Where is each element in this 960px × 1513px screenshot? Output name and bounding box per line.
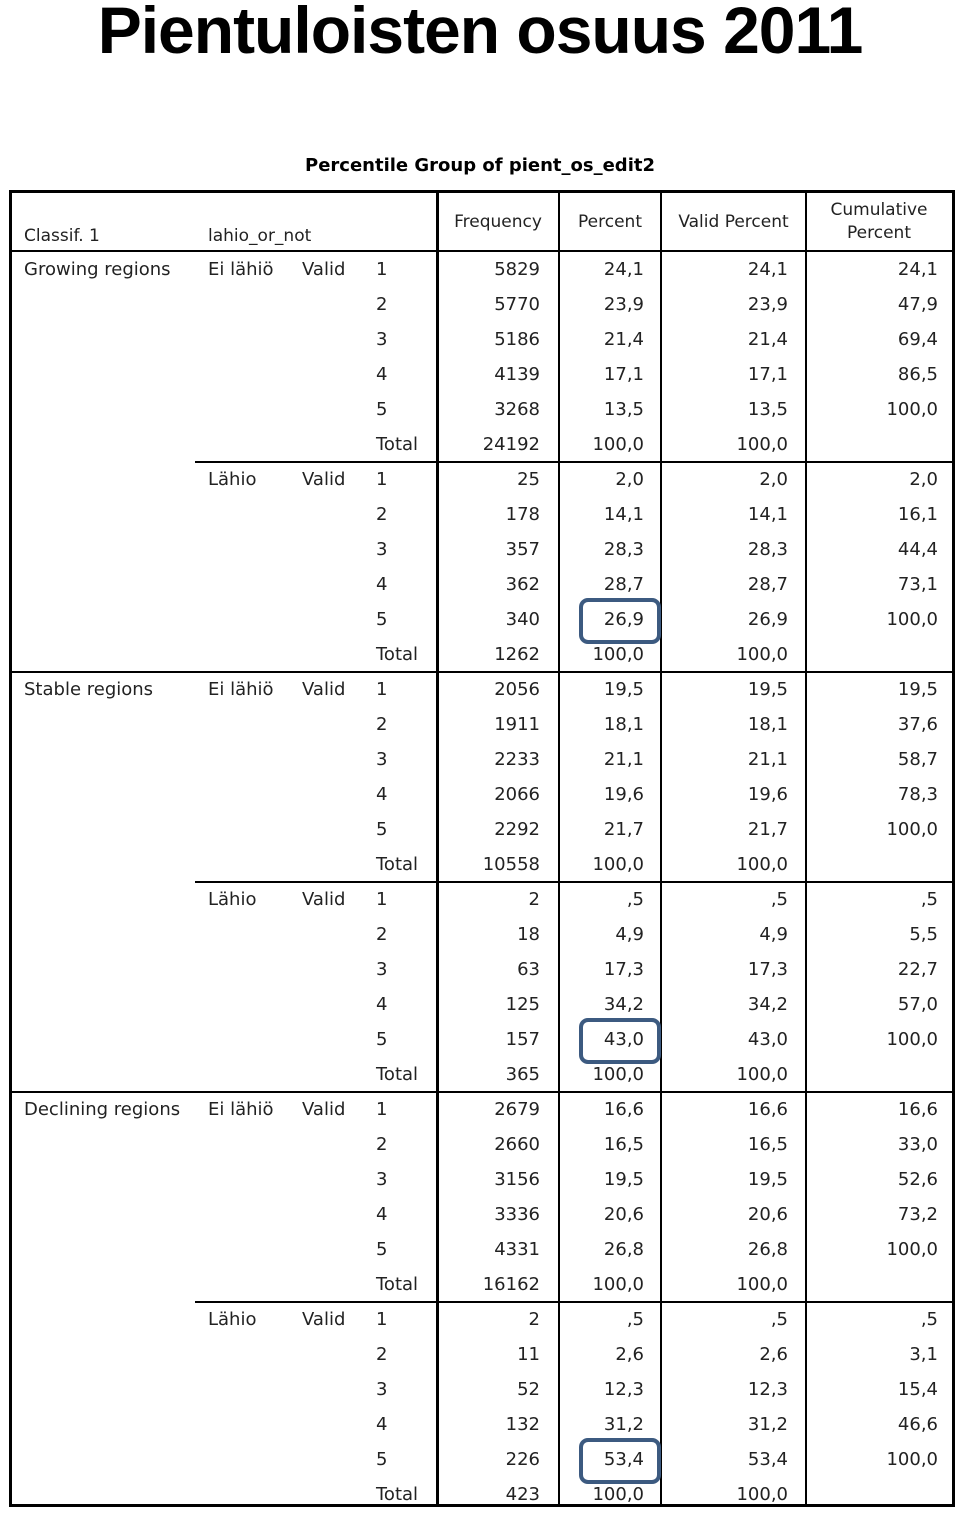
frequency-cell: 4331 — [494, 1239, 540, 1260]
row-label: 3 — [376, 1169, 388, 1190]
cumulative-percent-cell: 3,1 — [909, 1344, 938, 1365]
percent-cell: 17,3 — [603, 959, 644, 980]
group-separator — [195, 881, 952, 883]
valid-percent-cell: 21,4 — [747, 329, 788, 350]
valid-percent-cell: 100,0 — [736, 1274, 788, 1295]
row-label: 1 — [376, 1099, 388, 1120]
cumulative-percent-cell: 100,0 — [886, 1239, 938, 1260]
percent-cell: 4,9 — [615, 924, 644, 945]
valid-percent-cell: 14,1 — [747, 504, 788, 525]
row-label: 4 — [376, 1204, 388, 1225]
group-separator — [12, 1091, 952, 1093]
row-label: Total — [376, 1064, 419, 1085]
frequency-cell: 365 — [505, 1064, 540, 1085]
lahio-label: Ei lähiö — [208, 1099, 274, 1120]
header-percent: Percent — [578, 211, 642, 232]
row-label: Total — [376, 1274, 419, 1295]
lahio-label: Lähio — [208, 889, 257, 910]
cumulative-percent-cell: 15,4 — [897, 1379, 938, 1400]
percent-cell: ,5 — [626, 1309, 644, 1330]
page-title: Pientuloisten osuus 2011 — [97, 0, 863, 67]
cumulative-percent-cell: 100,0 — [886, 1029, 938, 1050]
cumulative-percent-cell: 19,5 — [897, 679, 938, 700]
percent-cell: 28,3 — [603, 539, 644, 560]
lahio-label: Lähio — [208, 1309, 257, 1330]
percent-cell: 2,6 — [615, 1344, 644, 1365]
table-header-row — [12, 193, 952, 250]
frequency-cell: 362 — [505, 574, 540, 595]
cumulative-percent-cell: 47,9 — [897, 294, 938, 315]
valid-percent-cell: 28,7 — [747, 574, 788, 595]
percent-cell: 21,1 — [603, 749, 644, 770]
valid-percent-cell: 18,1 — [747, 714, 788, 735]
cumulative-percent-cell: 24,1 — [897, 259, 938, 280]
cumulative-percent-cell: 44,4 — [897, 539, 938, 560]
cumulative-percent-cell — [842, 427, 938, 462]
divider-labels — [436, 193, 439, 1504]
valid-label: Valid — [302, 1309, 346, 1330]
cumulative-percent-cell: 22,7 — [897, 959, 938, 980]
percent-cell: 53,4 — [603, 1449, 644, 1470]
row-label: 2 — [376, 294, 388, 315]
frequency-table — [9, 190, 955, 1507]
frequency-cell: 2 — [528, 1309, 540, 1330]
row-label: Total — [376, 1484, 419, 1505]
row-label: 2 — [376, 504, 388, 525]
region-label: Growing regions — [24, 259, 171, 280]
row-label: 4 — [376, 994, 388, 1015]
row-label: 1 — [376, 679, 388, 700]
cumulative-percent-cell: 37,6 — [897, 714, 938, 735]
cumulative-percent-cell: 100,0 — [886, 1449, 938, 1470]
cumulative-percent-cell: 100,0 — [886, 609, 938, 630]
row-label: 5 — [376, 819, 388, 840]
cumulative-percent-cell — [842, 847, 938, 882]
frequency-cell: 3156 — [494, 1169, 540, 1190]
frequency-cell: 357 — [505, 539, 540, 560]
percent-cell: 28,7 — [603, 574, 644, 595]
valid-percent-cell: 16,5 — [747, 1134, 788, 1155]
frequency-cell: 2066 — [494, 784, 540, 805]
frequency-cell: 4139 — [494, 364, 540, 385]
percent-cell: 24,1 — [603, 259, 644, 280]
cumulative-percent-cell: 2,0 — [909, 469, 938, 490]
frequency-cell: 340 — [505, 609, 540, 630]
valid-percent-cell: 24,1 — [747, 259, 788, 280]
percent-cell: 19,6 — [603, 784, 644, 805]
valid-percent-cell: 43,0 — [747, 1029, 788, 1050]
divider-percent — [660, 193, 662, 1504]
row-label: 5 — [376, 1449, 388, 1470]
valid-percent-cell: 4,9 — [759, 924, 788, 945]
cumulative-percent-cell: 5,5 — [909, 924, 938, 945]
frequency-cell: 16162 — [482, 1274, 540, 1295]
frequency-cell: 5770 — [494, 294, 540, 315]
frequency-cell: 5829 — [494, 259, 540, 280]
valid-label: Valid — [302, 1099, 346, 1120]
percent-cell: ,5 — [626, 889, 644, 910]
percent-cell: 43,0 — [603, 1029, 644, 1050]
cumulative-percent-cell — [842, 1057, 938, 1092]
row-label: Total — [376, 854, 419, 875]
valid-percent-cell: 100,0 — [736, 434, 788, 455]
valid-percent-cell: 19,5 — [747, 679, 788, 700]
percent-cell: 20,6 — [603, 1204, 644, 1225]
frequency-cell: 178 — [505, 504, 540, 525]
lahio-label: Lähio — [208, 469, 257, 490]
row-label: 5 — [376, 609, 388, 630]
valid-percent-cell: 23,9 — [747, 294, 788, 315]
valid-percent-cell: ,5 — [770, 1309, 788, 1330]
valid-percent-cell: 12,3 — [747, 1379, 788, 1400]
frequency-cell: 2 — [528, 889, 540, 910]
frequency-cell: 1262 — [494, 644, 540, 665]
valid-percent-cell: 34,2 — [747, 994, 788, 1015]
valid-percent-cell: ,5 — [770, 889, 788, 910]
valid-percent-cell: 19,6 — [747, 784, 788, 805]
cumulative-percent-cell: 33,0 — [897, 1134, 938, 1155]
group-separator — [12, 671, 952, 673]
cumulative-percent-cell: 46,6 — [897, 1414, 938, 1435]
row-label: 3 — [376, 539, 388, 560]
cumulative-percent-cell — [842, 1267, 938, 1302]
row-label: 1 — [376, 259, 388, 280]
row-label: 5 — [376, 1029, 388, 1050]
percent-cell: 18,1 — [603, 714, 644, 735]
lahio-label: Ei lähiö — [208, 679, 274, 700]
table-caption: Percentile Group of pient_os_edit2 — [305, 155, 655, 176]
frequency-cell: 226 — [505, 1449, 540, 1470]
header-lahio: lahio_or_not — [208, 226, 312, 246]
percent-cell: 16,6 — [603, 1099, 644, 1120]
frequency-cell: 3268 — [494, 399, 540, 420]
percent-cell: 17,1 — [603, 364, 644, 385]
row-label: 3 — [376, 329, 388, 350]
frequency-cell: 132 — [505, 1414, 540, 1435]
group-separator — [195, 461, 952, 463]
row-label: 1 — [376, 469, 388, 490]
row-label: 4 — [376, 784, 388, 805]
percent-cell: 100,0 — [592, 434, 644, 455]
percent-cell: 34,2 — [603, 994, 644, 1015]
header-cumulative-line2: Percent — [847, 222, 911, 243]
frequency-cell: 11 — [517, 1344, 540, 1365]
valid-percent-cell: 28,3 — [747, 539, 788, 560]
valid-percent-cell: 53,4 — [747, 1449, 788, 1470]
row-label: 5 — [376, 399, 388, 420]
header-cumulative-percent — [806, 193, 952, 250]
percent-cell: 2,0 — [615, 469, 644, 490]
percent-cell: 100,0 — [592, 644, 644, 665]
valid-percent-cell: 21,1 — [747, 749, 788, 770]
valid-label: Valid — [302, 679, 346, 700]
valid-percent-cell: 100,0 — [736, 854, 788, 875]
frequency-cell: 423 — [505, 1484, 540, 1505]
row-label: 4 — [376, 1414, 388, 1435]
cumulative-percent-cell: 69,4 — [897, 329, 938, 350]
row-label: 1 — [376, 889, 388, 910]
frequency-cell: 2056 — [494, 679, 540, 700]
frequency-cell: 5186 — [494, 329, 540, 350]
cumulative-percent-cell: 58,7 — [897, 749, 938, 770]
percent-cell: 19,5 — [603, 679, 644, 700]
row-label: Total — [376, 644, 419, 665]
row-label: 3 — [376, 959, 388, 980]
cumulative-percent-cell: 57,0 — [897, 994, 938, 1015]
valid-percent-cell: 2,6 — [759, 1344, 788, 1365]
percent-cell: 14,1 — [603, 504, 644, 525]
frequency-cell: 10558 — [482, 854, 540, 875]
row-label: 1 — [376, 1309, 388, 1330]
percent-cell: 100,0 — [592, 1064, 644, 1085]
frequency-cell: 2233 — [494, 749, 540, 770]
valid-percent-cell: 17,1 — [747, 364, 788, 385]
percent-cell: 26,9 — [603, 609, 644, 630]
cumulative-percent-cell — [842, 637, 938, 672]
percent-cell: 19,5 — [603, 1169, 644, 1190]
cumulative-percent-cell: ,5 — [920, 1309, 938, 1330]
frequency-cell: 25 — [517, 469, 540, 490]
row-label: Total — [376, 434, 419, 455]
valid-label: Valid — [302, 259, 346, 280]
cumulative-percent-cell — [842, 1477, 938, 1512]
percent-cell: 23,9 — [603, 294, 644, 315]
cumulative-percent-cell: 16,6 — [897, 1099, 938, 1120]
valid-percent-cell: 100,0 — [736, 1064, 788, 1085]
valid-percent-cell: 17,3 — [747, 959, 788, 980]
frequency-cell: 2660 — [494, 1134, 540, 1155]
valid-label: Valid — [302, 469, 346, 490]
divider-frequency — [558, 193, 560, 1504]
valid-percent-cell: 16,6 — [747, 1099, 788, 1120]
frequency-cell: 63 — [517, 959, 540, 980]
region-label: Stable regions — [24, 679, 154, 700]
valid-percent-cell: 31,2 — [747, 1414, 788, 1435]
row-label: 4 — [376, 574, 388, 595]
frequency-cell: 2292 — [494, 819, 540, 840]
frequency-cell: 2679 — [494, 1099, 540, 1120]
frequency-cell: 125 — [505, 994, 540, 1015]
frequency-cell: 52 — [517, 1379, 540, 1400]
row-label: 4 — [376, 364, 388, 385]
valid-percent-cell: 26,9 — [747, 609, 788, 630]
cumulative-percent-cell: ,5 — [920, 889, 938, 910]
row-label: 2 — [376, 714, 388, 735]
header-classif: Classif. 1 — [24, 226, 100, 246]
divider-valid-percent — [805, 193, 807, 1504]
percent-cell: 12,3 — [603, 1379, 644, 1400]
cumulative-percent-cell: 100,0 — [886, 819, 938, 840]
row-label: 5 — [376, 1239, 388, 1260]
valid-percent-cell: 21,7 — [747, 819, 788, 840]
row-label: 3 — [376, 749, 388, 770]
group-separator — [195, 1301, 952, 1303]
row-label: 2 — [376, 1134, 388, 1155]
cumulative-percent-cell: 52,6 — [897, 1169, 938, 1190]
valid-percent-cell: 100,0 — [736, 644, 788, 665]
frequency-cell: 24192 — [482, 434, 540, 455]
percent-cell: 100,0 — [592, 1274, 644, 1295]
row-label: 3 — [376, 1379, 388, 1400]
header-valid-percent: Valid Percent — [678, 211, 789, 232]
cumulative-percent-cell: 100,0 — [886, 399, 938, 420]
cumulative-percent-cell: 16,1 — [897, 504, 938, 525]
percent-cell: 100,0 — [592, 1484, 644, 1505]
valid-percent-cell: 19,5 — [747, 1169, 788, 1190]
cumulative-percent-cell: 78,3 — [897, 784, 938, 805]
frequency-cell: 18 — [517, 924, 540, 945]
header-cumulative-line1: Cumulative — [830, 199, 928, 220]
frequency-cell: 3336 — [494, 1204, 540, 1225]
valid-percent-cell: 13,5 — [747, 399, 788, 420]
header-frequency: Frequency — [454, 211, 542, 232]
cumulative-percent-cell: 73,1 — [897, 574, 938, 595]
lahio-label: Ei lähiö — [208, 259, 274, 280]
percent-cell: 26,8 — [603, 1239, 644, 1260]
row-label: 2 — [376, 1344, 388, 1365]
valid-percent-cell: 26,8 — [747, 1239, 788, 1260]
frequency-cell: 1911 — [494, 714, 540, 735]
region-label: Declining regions — [24, 1099, 181, 1120]
valid-percent-cell: 2,0 — [759, 469, 788, 490]
valid-percent-cell: 20,6 — [747, 1204, 788, 1225]
percent-cell: 16,5 — [603, 1134, 644, 1155]
cumulative-percent-cell: 73,2 — [897, 1204, 938, 1225]
cumulative-percent-cell: 86,5 — [897, 364, 938, 385]
percent-cell: 21,4 — [603, 329, 644, 350]
valid-label: Valid — [302, 889, 346, 910]
percent-cell: 31,2 — [603, 1414, 644, 1435]
valid-percent-cell: 100,0 — [736, 1484, 788, 1505]
row-label: 2 — [376, 924, 388, 945]
frequency-cell: 157 — [505, 1029, 540, 1050]
percent-cell: 13,5 — [603, 399, 644, 420]
percent-cell: 100,0 — [592, 854, 644, 875]
percent-cell: 21,7 — [603, 819, 644, 840]
